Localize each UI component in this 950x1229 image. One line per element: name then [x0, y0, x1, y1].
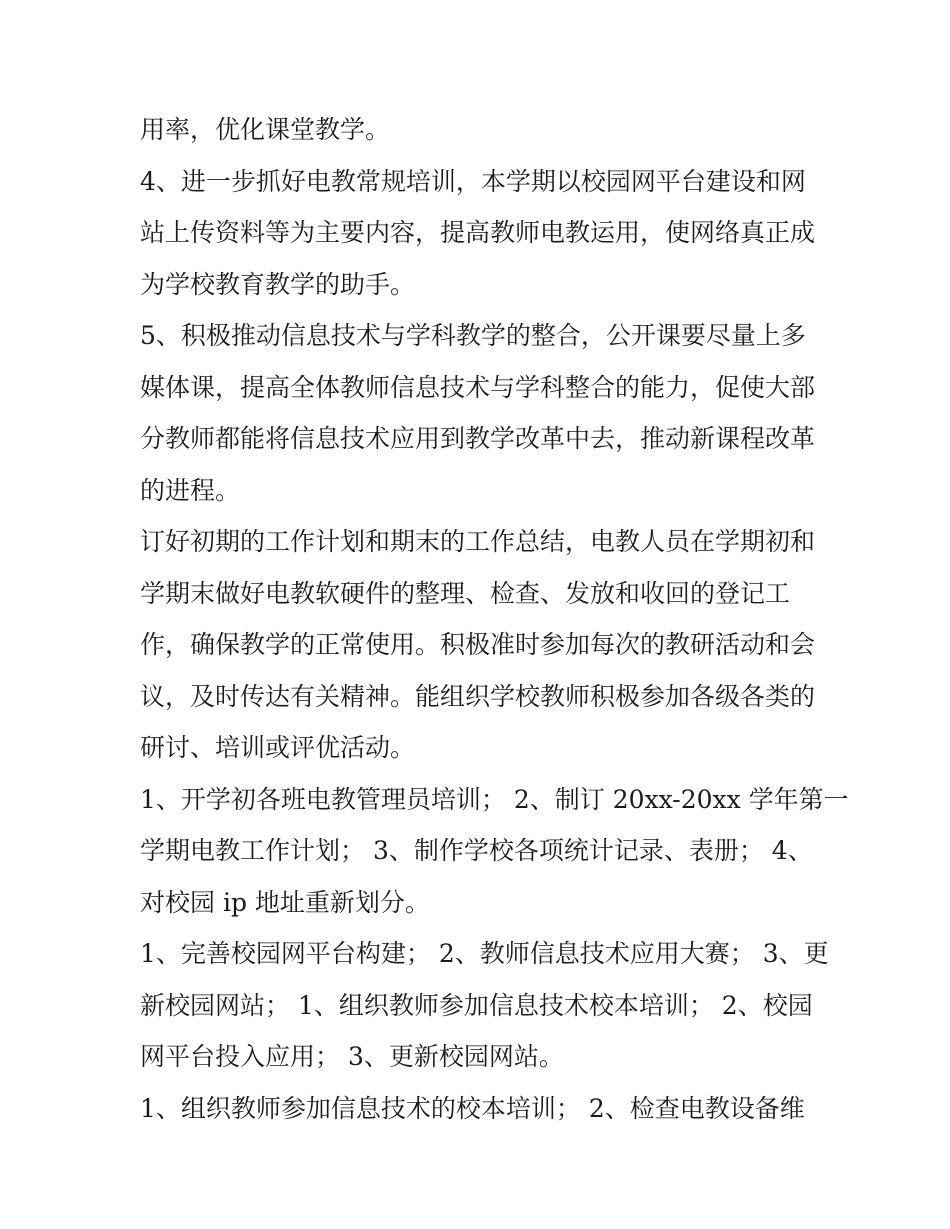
- text-line: 新校园网站； 1、组织教师参加信息技术校本培训； 2、校园: [140, 990, 813, 1020]
- paragraph-2: [140, 156, 820, 311]
- paragraph-7: [140, 1083, 820, 1135]
- text-line: 议，及时传达有关精神。能组织学校教师积极参加各级各类的: [140, 681, 816, 711]
- text-line: 对校园 ip 地址重新划分。: [140, 887, 430, 917]
- text-line: 研讨、培训或评优活动。: [140, 733, 416, 762]
- text-line: 网平台投入应用； 3、更新校园网站。: [140, 1042, 564, 1071]
- text-line: 4、进一步抓好电教常规培训，本学期以校园网平台建设和网: [140, 166, 806, 196]
- text-line: 学期末做好电教软硬件的整理、检查、发放和收回的登记工: [140, 578, 791, 608]
- text-line: 媒体课，提高全体教师信息技术与学科整合的能力，促使大部: [140, 372, 816, 402]
- text-line: 1、完善校园网平台构建； 2、教师信息技术应用大赛； 3、更: [140, 939, 829, 968]
- document-body: [140, 104, 849, 1134]
- paragraph-4: [140, 516, 820, 774]
- text-line: 订好初期的工作计划和期末的工作总结，电教人员在学期初和: [140, 527, 816, 556]
- text-line: 作，确保教学的正常使用。积极准时参加每次的教研活动和会: [140, 630, 816, 659]
- text-line: 站上传资料等为主要内容，提高教师电教运用，使网络真正成: [140, 218, 816, 247]
- text-line: 的进程。: [140, 475, 241, 505]
- text-line: 分教师都能将信息技术应用到教学改革中去，推动新课程改革: [140, 424, 816, 453]
- paragraph-5: [140, 774, 849, 929]
- paragraph-6: [140, 928, 829, 1083]
- text-line: 学期电教工作计划； 3、制作学校各项统计记录、表册； 4、: [140, 836, 813, 865]
- text-line: 为学校教育教学的助手。: [140, 269, 416, 299]
- text-line: 1、组织教师参加信息技术的校本培训； 2、检查电教设备维: [140, 1093, 805, 1123]
- paragraph-1: [140, 104, 820, 156]
- paragraph-3: [140, 310, 820, 516]
- text-line: 1、开学初各班电教管理员培训； 2、制订 20xx-20xx 学年第一: [140, 784, 849, 814]
- text-line: 用率，优化课堂教学。: [140, 115, 391, 144]
- text-line: 5、积极推动信息技术与学科教学的整合，公开课要尽量上多: [140, 321, 806, 350]
